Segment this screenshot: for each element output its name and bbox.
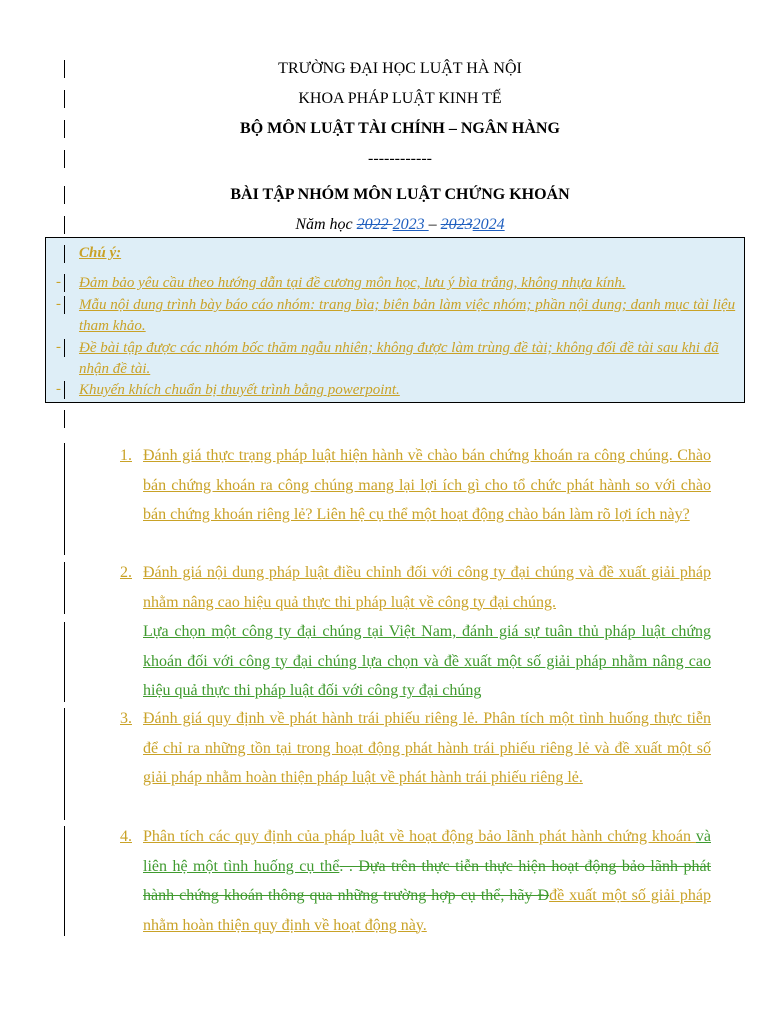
change-bar <box>64 708 65 820</box>
note-title: Chú ý: <box>79 245 122 261</box>
question-4-inserted: và liên hệ một tình huống cụ thể <box>143 828 711 875</box>
change-bar <box>64 381 65 399</box>
change-bar <box>64 443 65 555</box>
note-item: Đề bài tập được các nhóm bốc thăm ngẫu nhiên; không được làm trùng đề tài; không đổi đề tài sau khi đã nhận đề tài. <box>79 340 719 377</box>
question-number: 2. <box>120 564 132 581</box>
question-2-inserted-text: Lựa chọn một công ty đại chúng tại Việt Nam, đánh giá sự tuân thủ pháp luật chứng khoán đối với công ty đại chúng lựa chọn và đề xuất một số giải pháp nhằm nâng cao hiệu quả thực thi pháp luật đối với công ty đại chúng <box>143 623 711 699</box>
question-number: 1. <box>120 447 132 464</box>
faculty-name: KHOA PHÁP LUẬT KINH TẾ <box>298 90 502 107</box>
year-inserted-2: 2024 <box>472 216 505 233</box>
academic-year <box>80 215 720 235</box>
note-bullet: - <box>56 339 61 355</box>
question-number: 3. <box>120 710 132 727</box>
year-inserted-1: 2023 <box>392 216 429 233</box>
change-bar <box>64 60 65 78</box>
change-bar <box>64 274 65 292</box>
year-deleted-2: 2023 <box>440 216 473 233</box>
change-bar <box>64 339 65 357</box>
note-bullet: - <box>56 274 61 290</box>
question-number: 4. <box>120 828 132 845</box>
change-bar <box>64 562 65 614</box>
assignment-title: BÀI TẬP NHÓM MÔN LUẬT CHỨNG KHOÁN <box>230 186 570 203</box>
question-3-text: Đánh giá quy định về phát hành trái phiếu riêng lẻ. Phân tích một tình huống thực tiễn để chỉ ra những tồn tại trong hoạt động phát hành trái phiếu riêng lẻ và đề xuất một số giải pháp nhằm hoàn thiện pháp luật về phát hành trái phiếu riêng lẻ. <box>143 710 711 786</box>
question-4-text <box>143 822 711 940</box>
question-4-deleted: . . Dựa trên thực tiễn thực hiện hoạt động bảo lãnh phát hành chứng khoán thông qua những trường hợp cụ thể, hãy Đ <box>143 857 711 904</box>
year-dash: – <box>428 216 441 233</box>
change-bar <box>64 90 65 108</box>
change-bar <box>64 120 65 138</box>
change-bar <box>64 245 65 263</box>
question-1-text: Đánh giá thực trạng pháp luật hiện hành về chào bán chứng khoán ra công chúng. Chào bán chứng khoán ra công chúng mang lại lợi ích gì cho tổ chức phát hành so với chào bán chứng khoán riêng lẻ? Liên hệ cụ thể một hoạt động chào bán làm rõ lợi ích này? <box>143 447 711 523</box>
change-bar <box>64 150 65 168</box>
question-2-original-text: Đánh giá nội dung pháp luật điều chỉnh đối với công ty đại chúng và đề xuất giải pháp nhằm nâng cao hiệu quả thực thi pháp luật về công ty đại chúng. <box>143 564 711 611</box>
change-bar <box>64 296 65 314</box>
question-4-end: đề xuất một số giải pháp nhằm hoàn thiện quy định về hoạt động này. <box>143 887 712 934</box>
change-bar <box>64 216 65 234</box>
change-bar <box>64 410 65 428</box>
change-bar <box>64 826 65 936</box>
note-item: Mẫu nội dung trình bày báo cáo nhóm: trang bìa; biên bản làm việc nhóm; phần nội dung; danh mục tài liệu tham khảo. <box>79 297 736 334</box>
change-bar <box>64 186 65 204</box>
year-deleted-1: 2022 <box>356 216 393 233</box>
university-name: TRƯỜNG ĐẠI HỌC LUẬT HÀ NỘI <box>278 60 522 77</box>
department-name: BỘ MÔN LUẬT TÀI CHÍNH – NGÂN HÀNG <box>240 120 560 137</box>
separator-line: ------------ <box>368 150 432 167</box>
year-prefix: Năm học <box>295 216 357 233</box>
note-bullet: - <box>56 381 61 397</box>
change-bar <box>64 622 65 702</box>
note-bullet: - <box>56 296 61 312</box>
question-4-main: Phân tích các quy định của pháp luật về hoạt động bảo lãnh phát hành chứng khoán <box>143 828 696 845</box>
note-item: Đảm bảo yêu cầu theo hướng dẫn tại đề cương môn học, lưu ý bìa trắng, không nhựa kính. <box>79 275 626 291</box>
note-item: Khuyến khích chuẩn bị thuyết trình bằng powerpoint. <box>79 382 400 398</box>
